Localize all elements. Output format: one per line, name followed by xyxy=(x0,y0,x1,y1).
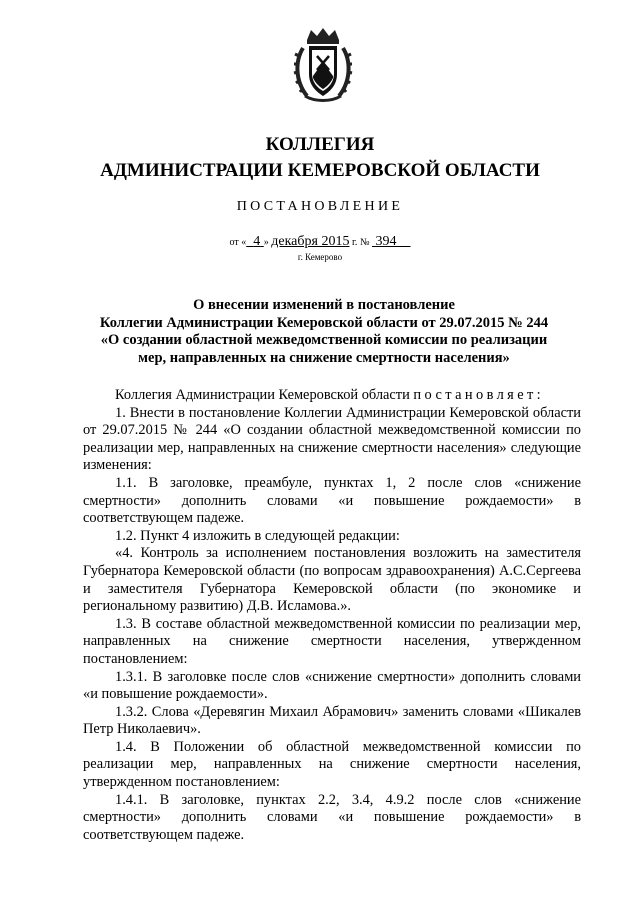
date-month-year: декабря 2015 xyxy=(271,234,350,249)
title-line: «О создании областной межведомственной комиссии по реализации xyxy=(100,332,548,348)
coat-of-arms-icon xyxy=(293,26,353,106)
title-line: мер, направленных на снижение смертности населения» xyxy=(138,349,510,366)
document-type: ПОСТАНОВЛЕНИЕ xyxy=(236,199,404,214)
date-day: 4 xyxy=(253,234,261,249)
document-title xyxy=(84,297,564,367)
paragraph-1-2: 1.2. Пункт 4 изложить в следующей редакции: xyxy=(115,527,400,544)
paragraph-1-3-1: 1.3.1. В заголовке после слов «снижение смертности» дополнить словами «и повышение рождаемости». xyxy=(83,668,581,703)
paragraph-item-4: «4. Контроль за исполнением постановления возложить на заместителя Губернатора Кемеровской области (по вопросам здравоохранения) А.С.Сергеева и заместителя Губернатора Кемеровской области (по экономике и региональному развитию) Д.В. Исламова.». xyxy=(83,545,581,615)
date-line xyxy=(0,235,640,250)
org-name-line2: АДМИНИСТРАЦИИ КЕМЕРОВСКОЙ ОБЛАСТИ xyxy=(100,160,540,181)
title-line: Коллегии Администрации Кемеровской области от 29.07.2015 № 244 xyxy=(99,314,549,331)
city: г. Кемерово xyxy=(297,252,343,262)
paragraph-1-3: 1.3. В составе областной межведомственной комиссии по реализации мер, направленных на снижение смертности населения, утвержденном постановлением: xyxy=(83,615,581,667)
paragraph-1-4-1: 1.4.1. В заголовке, пунктах 2.2, 3.4, 4.9.2 после слов «снижение смертности» дополнить словами «и повышение рождаемости» в соответствующем падеже. xyxy=(83,791,581,843)
document-number: 394 xyxy=(375,234,397,249)
date-g: г. xyxy=(351,237,358,248)
resolves-word: постановляет: xyxy=(413,387,545,403)
paragraph-1: 1. Внести в постановление Коллегии Администрации Кемеровской области от 29.07.2015 № 244 «О создании областной межведомственной комиссии по реализации мер, направленных на снижение смертности населения» следующие изменения: xyxy=(83,404,581,474)
title-line: О внесении изменений в постановление xyxy=(193,297,455,313)
paragraph-1-1: 1.1. В заголовке, преамбуле, пунктах 1, 2 после слов «снижение смертности» дополнить словами «и повышение рождаемости» в соответствующем падеже. xyxy=(83,474,581,527)
paragraph-1-4: 1.4. В Положении об областной межведомственной комиссии по реализации мер, направленных на снижение смертности населения, утвержденном постановлением: xyxy=(83,738,581,791)
date-prefix: от « xyxy=(229,237,247,248)
date-mid: » xyxy=(263,237,269,248)
org-name-line1: КОЛЛЕГИЯ xyxy=(265,134,375,155)
number-label: № xyxy=(359,237,370,248)
paragraph-preamble: Коллегия Администрации Кемеровской области постановляет: xyxy=(115,387,545,403)
document-body xyxy=(83,387,581,844)
paragraph-1-3-2: 1.3.2. Слова «Деревягин Михаил Абрамович» заменить словами «Шикалев Петр Николаевич». xyxy=(83,703,581,738)
